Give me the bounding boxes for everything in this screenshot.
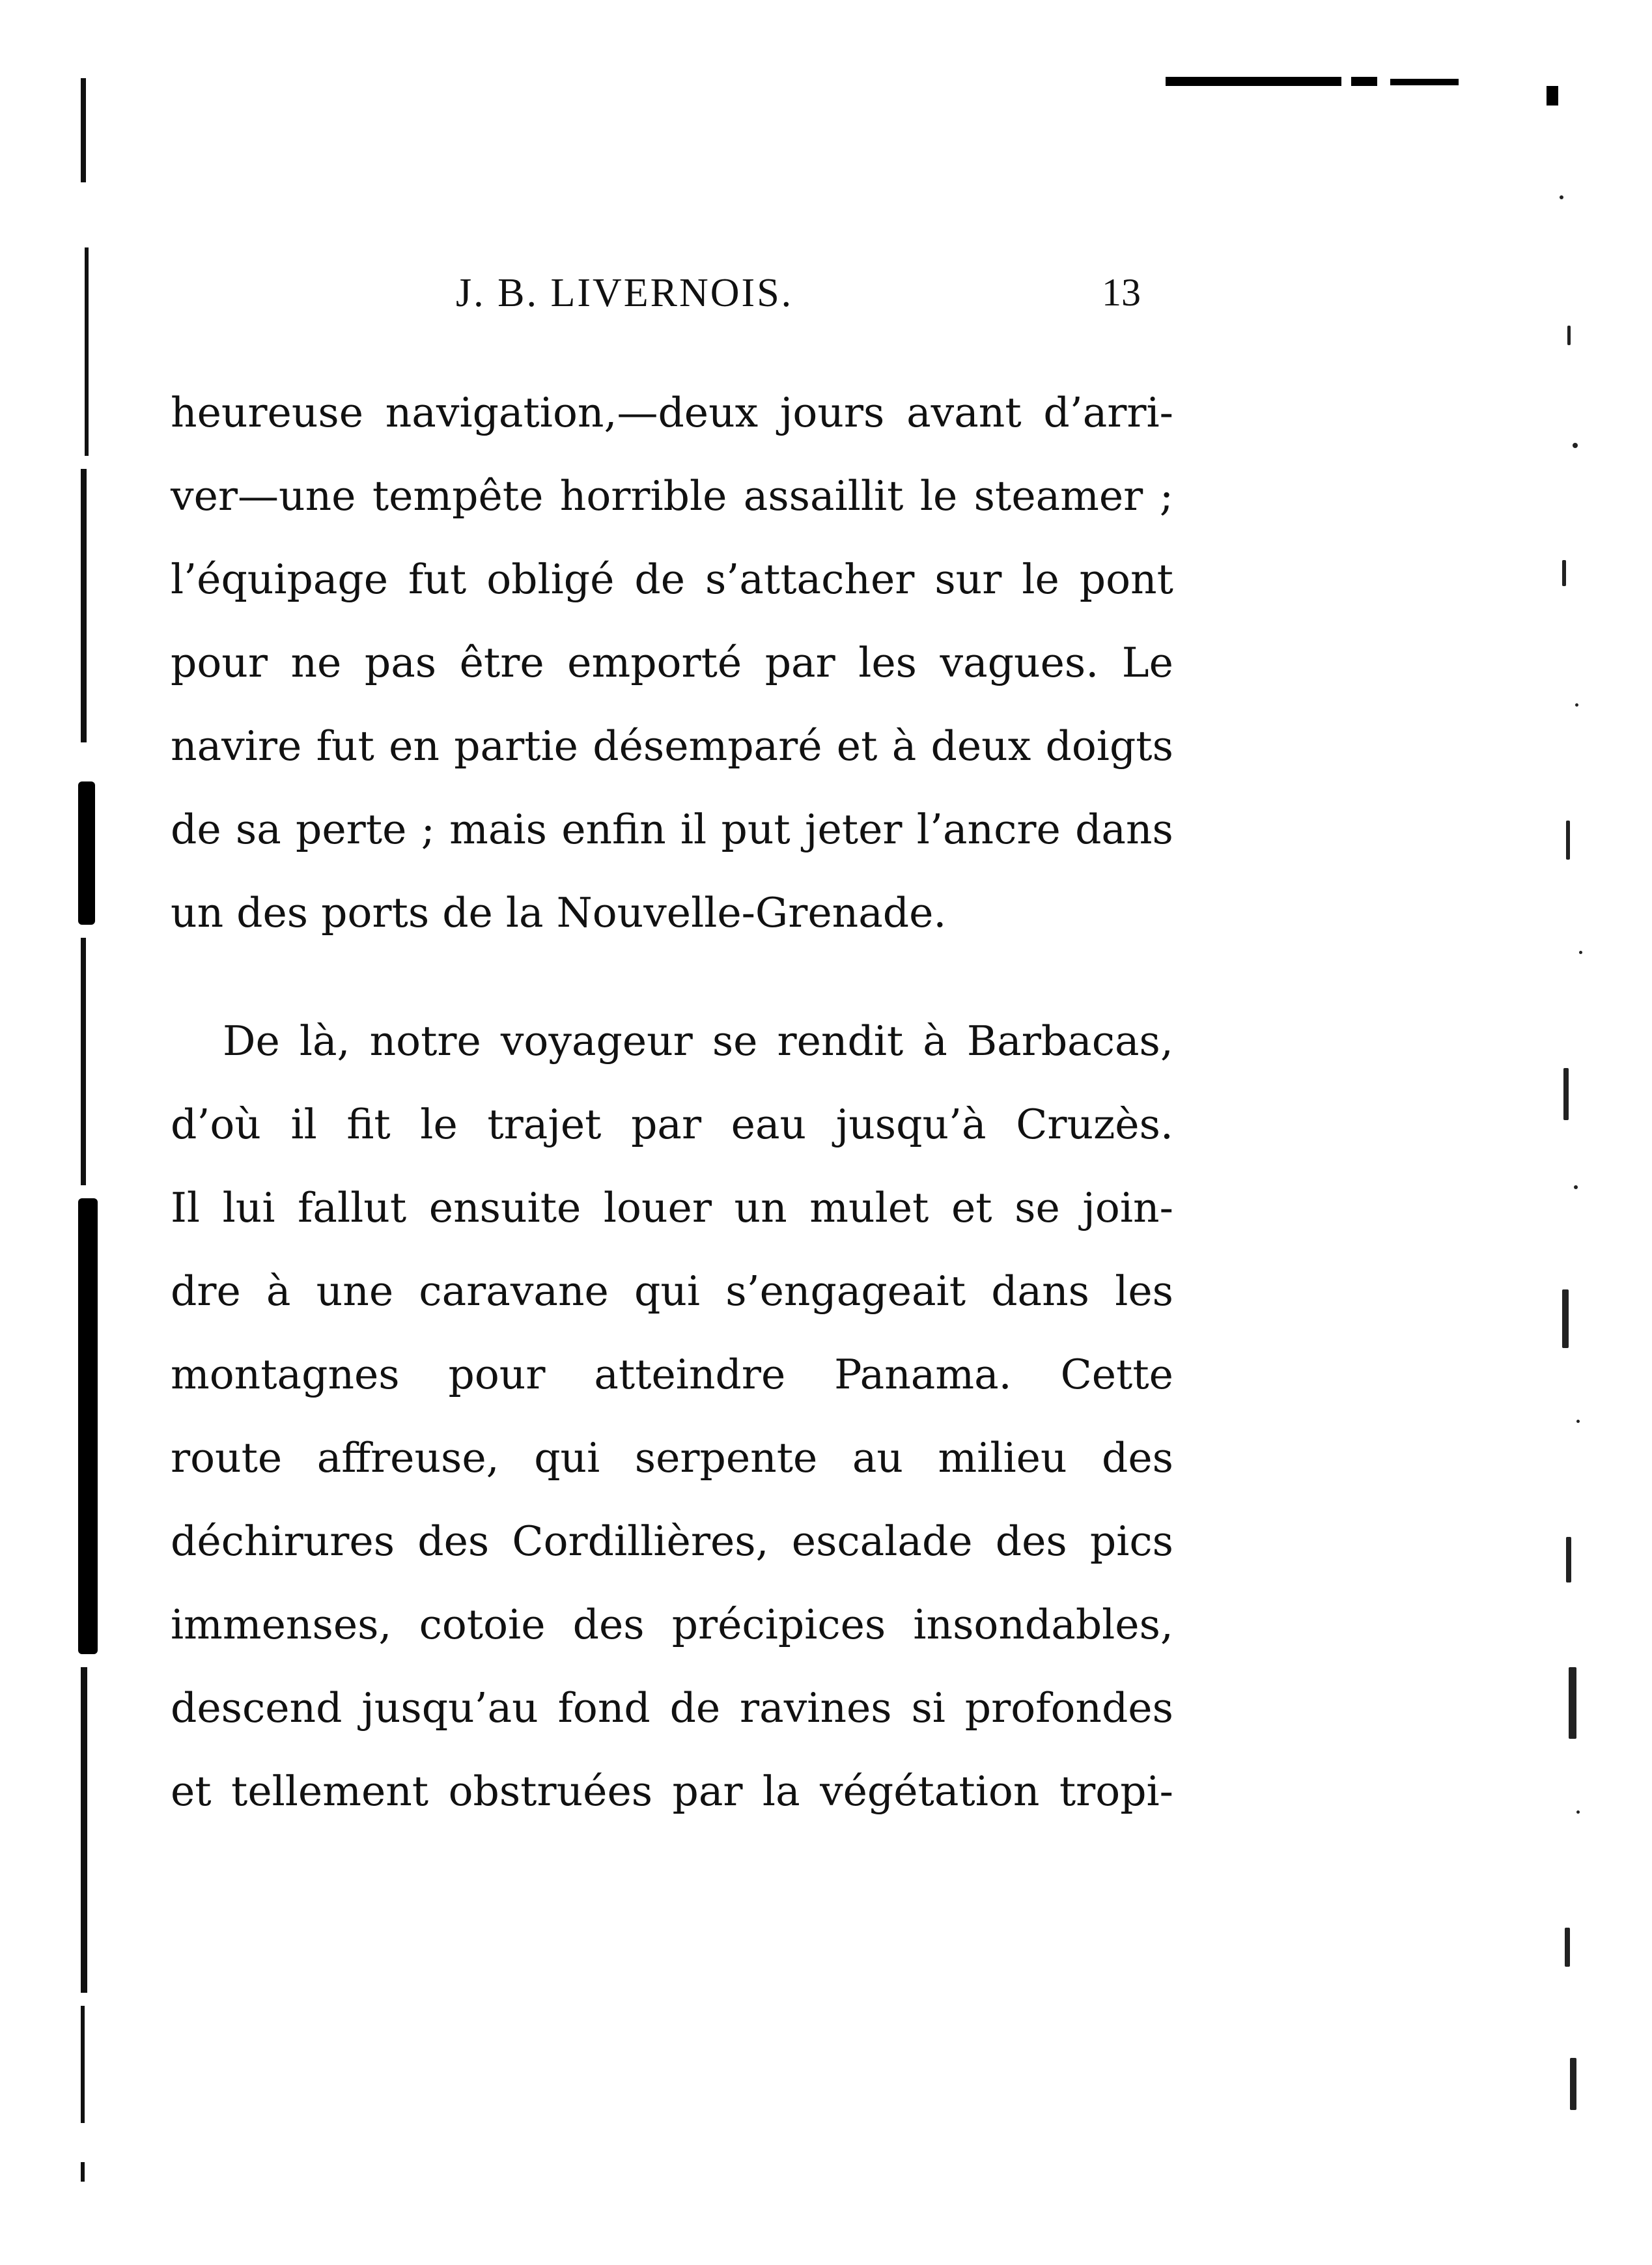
- word: à: [266, 1267, 291, 1315]
- word: milieu: [938, 1434, 1067, 1482]
- word: lui: [222, 1184, 275, 1231]
- word: à: [923, 1017, 947, 1065]
- word: une: [316, 1267, 394, 1315]
- word: l’ancre: [916, 806, 1061, 853]
- word: dans: [1075, 806, 1173, 853]
- word: pour: [448, 1351, 546, 1398]
- scan-artifact-mark: [1547, 86, 1558, 106]
- word: ravines: [740, 1684, 892, 1732]
- word: rendit: [777, 1017, 904, 1065]
- word: par: [672, 1767, 743, 1815]
- word: un: [734, 1184, 787, 1231]
- word: le: [420, 1101, 458, 1148]
- word: d’où: [171, 1101, 261, 1148]
- word: affreuse,: [316, 1434, 499, 1482]
- word: d’arri-: [1043, 389, 1173, 436]
- word: caravane: [419, 1267, 609, 1315]
- word: pour: [171, 639, 268, 686]
- word: déchirures: [171, 1517, 395, 1565]
- word: join-: [1082, 1184, 1173, 1231]
- word: notre: [369, 1017, 481, 1065]
- page-number: 13: [1102, 271, 1141, 314]
- text-line: [171, 1250, 1173, 1333]
- word: pics: [1089, 1517, 1173, 1565]
- scan-artifact-rule: [1351, 77, 1377, 86]
- word: obstruées: [448, 1767, 653, 1815]
- word: descend: [171, 1684, 343, 1732]
- paragraph: [171, 371, 1173, 955]
- word: atteindre: [594, 1351, 786, 1398]
- word: pont: [1079, 556, 1173, 603]
- word: jours: [779, 389, 885, 436]
- word: là,: [299, 1017, 350, 1065]
- word: se: [1015, 1184, 1060, 1231]
- word: la: [762, 1767, 800, 1815]
- word: escalade: [791, 1517, 973, 1565]
- word: à: [891, 722, 917, 770]
- word: jusqu’au: [361, 1684, 539, 1732]
- word: des: [995, 1517, 1067, 1565]
- scan-artifact-rule: [1390, 79, 1459, 85]
- word: jusqu’à: [835, 1101, 987, 1148]
- word: désemparé: [593, 722, 822, 770]
- word: obligé: [486, 556, 615, 603]
- word: route: [171, 1434, 283, 1482]
- word: de: [634, 556, 685, 603]
- word: Le: [1121, 639, 1173, 686]
- word: se: [712, 1017, 758, 1065]
- word: emporté: [567, 639, 742, 686]
- word: mais: [449, 806, 547, 853]
- word: et: [836, 722, 878, 770]
- word: pas: [364, 639, 437, 686]
- word: ver—une: [171, 472, 356, 520]
- word: fut: [316, 722, 374, 770]
- word: Cruzès.: [1016, 1101, 1173, 1148]
- word: navigation,—deux: [385, 389, 759, 436]
- word: si: [911, 1684, 945, 1732]
- running-title: J. B. LIVERNOIS.: [456, 271, 794, 315]
- word: immenses,: [171, 1601, 392, 1648]
- word: et: [171, 1767, 212, 1815]
- word: Barbacas,: [966, 1017, 1173, 1065]
- binding-edge: [72, 78, 98, 2182]
- word: vagues.: [940, 639, 1099, 686]
- word: fut: [408, 556, 467, 603]
- word: assaillit: [743, 472, 904, 520]
- word: tempête: [372, 472, 544, 520]
- word: fond: [557, 1684, 651, 1732]
- text-line-content: un des ports de la Nouvelle-Grenade.: [171, 889, 947, 936]
- word: cotoie: [419, 1601, 546, 1648]
- text-line: [171, 455, 1173, 538]
- word: fit: [346, 1101, 391, 1148]
- word: steamer: [973, 472, 1143, 520]
- word: eau: [731, 1101, 807, 1148]
- text-line: [171, 705, 1173, 788]
- word: Cordillières,: [512, 1517, 769, 1565]
- word: partie: [454, 722, 578, 770]
- word: fallut: [298, 1184, 407, 1231]
- word: insondables,: [913, 1601, 1173, 1648]
- word: le: [1022, 556, 1059, 603]
- word: être: [459, 639, 544, 686]
- word: précipices: [671, 1601, 886, 1648]
- word: les: [858, 639, 917, 686]
- word: avant: [906, 389, 1022, 436]
- word: tropi-: [1059, 1767, 1173, 1815]
- word: ;: [421, 806, 435, 853]
- word: l’équipage: [171, 556, 389, 603]
- word: louer: [603, 1184, 712, 1231]
- text-line: [171, 1667, 1173, 1750]
- word: sur: [934, 556, 1002, 603]
- word: deux: [931, 722, 1031, 770]
- word: montagnes: [171, 1351, 400, 1398]
- word: le: [919, 472, 958, 520]
- word: doigts: [1045, 722, 1173, 770]
- word: qui: [534, 1434, 600, 1482]
- word: dre: [171, 1267, 241, 1315]
- word: navire: [171, 722, 302, 770]
- text-line: [171, 538, 1173, 621]
- word: heureuse: [171, 389, 364, 436]
- word: enfin: [561, 806, 666, 853]
- word: profondes: [964, 1684, 1173, 1732]
- word: sa: [235, 806, 281, 853]
- word: dans: [991, 1267, 1089, 1315]
- text-line: [171, 371, 1173, 455]
- text-line: [171, 871, 1173, 955]
- word: et: [951, 1184, 992, 1231]
- word: par: [764, 639, 835, 686]
- word: Il: [171, 1184, 201, 1231]
- text-line: [171, 788, 1173, 871]
- word: trajet: [487, 1101, 602, 1148]
- text-line: [171, 1500, 1173, 1583]
- word: s’attacher: [705, 556, 915, 603]
- word: de: [171, 806, 221, 853]
- word: des: [1102, 1434, 1173, 1482]
- word: ensuite: [428, 1184, 581, 1231]
- word: mulet: [809, 1184, 929, 1231]
- text-line: [171, 1750, 1173, 1833]
- text-line: [171, 1416, 1173, 1500]
- word: voyageur: [500, 1017, 693, 1065]
- word: Cette: [1060, 1351, 1173, 1398]
- word: au: [852, 1434, 903, 1482]
- word: De: [223, 1017, 280, 1065]
- text-line: [171, 1000, 1173, 1083]
- word: Panama.: [834, 1351, 1012, 1398]
- word: put: [721, 806, 791, 853]
- word: il: [290, 1101, 317, 1148]
- scan-artifact-rule: [1166, 77, 1341, 86]
- text-line: [171, 1583, 1173, 1667]
- word: jeter: [804, 806, 903, 853]
- text-line: [171, 1166, 1173, 1250]
- word: par: [631, 1101, 702, 1148]
- word: des: [572, 1601, 645, 1648]
- word: végétation: [820, 1767, 1040, 1815]
- word: s’engageait: [725, 1267, 966, 1315]
- text-line: [171, 1083, 1173, 1166]
- word: serpente: [634, 1434, 818, 1482]
- word: en: [389, 722, 440, 770]
- word: des: [417, 1517, 490, 1565]
- word: perte: [296, 806, 407, 853]
- word: ne: [290, 639, 342, 686]
- word: de: [669, 1684, 721, 1732]
- page-edge-speckle: [1553, 169, 1599, 2188]
- word: tellement: [231, 1767, 429, 1815]
- text-line: [171, 1333, 1173, 1416]
- word: horrible: [559, 472, 727, 520]
- word: ;: [1159, 472, 1173, 520]
- word: qui: [634, 1267, 701, 1315]
- word: les: [1115, 1267, 1173, 1315]
- text-line: [171, 621, 1173, 705]
- paragraph: [171, 1000, 1173, 1833]
- word: il: [680, 806, 707, 853]
